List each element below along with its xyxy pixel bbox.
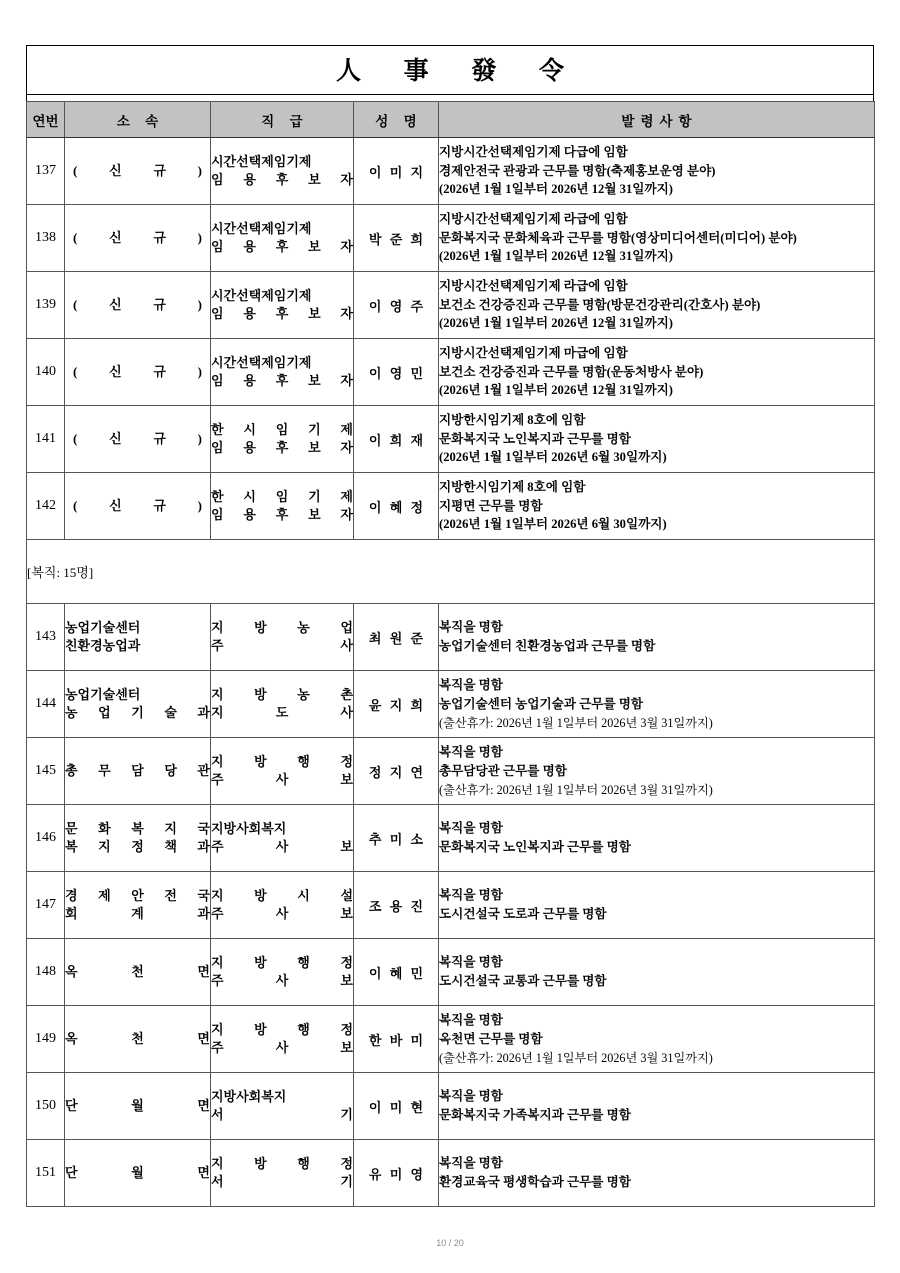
row-detail-line3: (출산휴가: 2026년 1월 1일부터 2026년 3월 31일까지): [439, 1050, 713, 1065]
row-org-line2: 농 업 기 술 과: [65, 705, 210, 720]
row-detail: [439, 272, 875, 339]
row-detail-line3: (2026년 1월 1일부터 2026년 6월 30일까지): [439, 450, 667, 465]
row-org-line1: 총 무 담 당 관: [65, 763, 210, 779]
row-org: [65, 1073, 211, 1140]
row-no: 146: [27, 805, 65, 872]
row-rank-line1: 시간선택제임기제: [211, 221, 312, 237]
row-detail-line1: 복직을 명함: [439, 1156, 503, 1171]
row-rank-line1: 지방사회복지: [211, 1089, 287, 1105]
row-no: 142: [27, 473, 65, 540]
row-detail-line1: 복직을 명함: [439, 888, 503, 903]
row-name: 한 바 미: [354, 1006, 439, 1073]
row-org: [65, 272, 211, 339]
row-detail-line3: (2026년 1월 1일부터 2026년 12월 31일까지): [439, 316, 673, 331]
row-detail-line1: 복직을 명함: [439, 678, 503, 693]
row-org: [65, 671, 211, 738]
row-detail-line1: 복직을 명함: [439, 821, 503, 836]
row-name: 이 희 재: [354, 406, 439, 473]
row-detail-line2: 지평면 근무를 명함: [439, 498, 543, 513]
row-rank: [211, 138, 354, 205]
row-org-line2: 복 지 정 책 과: [65, 839, 210, 854]
row-rank-line2: 임 용 후 보 자: [211, 172, 353, 187]
row-detail-line2: 보건소 건강증진과 근무를 명함(운동처방사 분야): [439, 364, 704, 379]
row-detail-line1: 지방시간선택제임기제 다급에 임함: [439, 145, 628, 160]
table-row: [27, 671, 875, 738]
row-rank-line2: 임 용 후 보 자: [211, 440, 353, 455]
row-detail-line2: 옥천면 근무를 명함: [439, 1031, 543, 1046]
table-row: [27, 872, 875, 939]
column-header-rank: 직 급: [211, 102, 354, 138]
row-rank-line1: 지 방 행 정: [211, 1022, 353, 1038]
row-name: 이 미 지: [354, 138, 439, 205]
row-org: [65, 473, 211, 540]
table-row: [27, 738, 875, 805]
row-org: [65, 406, 211, 473]
row-no: 151: [27, 1140, 65, 1207]
row-rank: [211, 805, 354, 872]
row-detail-line1: 복직을 명함: [439, 1089, 503, 1104]
row-detail-line2: 농업기술센터 친환경농업과 근무를 명함: [439, 639, 656, 653]
row-org: [65, 339, 211, 406]
row-rank-line2: 임 용 후 보 자: [211, 239, 353, 254]
row-org: [65, 205, 211, 272]
row-detail: [439, 339, 875, 406]
row-no: 145: [27, 738, 65, 805]
row-rank: [211, 738, 354, 805]
row-org: [65, 1140, 211, 1207]
row-no: 150: [27, 1073, 65, 1140]
row-rank-line1: 지 방 농 촌: [211, 687, 353, 703]
row-detail-line1: 복직을 명함: [439, 620, 503, 635]
row-rank: [211, 406, 354, 473]
row-detail-line2: 문화복지국 문화체육과 근무를 명함(영상미디어센터(미디어) 분야): [439, 230, 797, 245]
row-rank-line2: 주 사 보: [211, 906, 353, 921]
row-rank-line1: 시간선택제임기제: [211, 355, 312, 371]
row-org: [65, 872, 211, 939]
row-org-line2: 회 계 과: [65, 906, 210, 921]
row-no: 143: [27, 604, 65, 671]
row-no: 148: [27, 939, 65, 1006]
row-detail: [439, 939, 875, 1006]
row-no: 149: [27, 1006, 65, 1073]
row-rank: [211, 272, 354, 339]
row-rank: [211, 604, 354, 671]
row-detail: [439, 671, 875, 738]
row-detail-line1: 지방한시임기제 8호에 임함: [439, 480, 586, 495]
row-name: 조 용 진: [354, 872, 439, 939]
row-detail-line1: 복직을 명함: [439, 955, 503, 970]
row-rank-line1: 지 방 행 정: [211, 955, 353, 971]
page-title: 人 事 發 令: [335, 55, 582, 85]
row-org: [65, 604, 211, 671]
table-row: [27, 1140, 875, 1207]
row-detail-line2: 농업기술센터 농업기술과 근무를 명함: [439, 696, 644, 711]
row-rank: [211, 339, 354, 406]
row-no: 141: [27, 406, 65, 473]
row-org-line1: 농업기술센터: [65, 620, 141, 636]
column-header-detail: 발령사항: [439, 102, 875, 138]
row-rank-line2: 주 사 보: [211, 1040, 353, 1055]
row-detail-line1: 복직을 명함: [439, 745, 503, 760]
row-org-line2: 친환경농업과: [65, 638, 141, 653]
row-name: 박 준 희: [354, 205, 439, 272]
row-org: [65, 738, 211, 805]
row-org-line1: 옥 천 면: [65, 1031, 210, 1047]
row-rank-line2: 임 용 후 보 자: [211, 507, 353, 522]
row-org-line1: 문 화 복 지 국: [65, 821, 210, 837]
row-rank-line2: 서 기: [211, 1107, 353, 1122]
row-detail-line3: (2026년 1월 1일부터 2026년 12월 31일까지): [439, 249, 673, 264]
row-rank: [211, 473, 354, 540]
table-header-row: [27, 102, 875, 138]
table-row: [27, 339, 875, 406]
row-rank: [211, 1006, 354, 1073]
table-row: [27, 272, 875, 339]
row-name: 이 혜 정: [354, 473, 439, 540]
row-rank-line1: 지 방 농 업: [211, 620, 353, 636]
section-label: [복직: 15명]: [27, 540, 875, 604]
table-row: [27, 805, 875, 872]
row-rank: [211, 205, 354, 272]
personnel-order-table: [26, 101, 875, 1207]
row-detail-line3: (출산휴가: 2026년 1월 1일부터 2026년 3월 31일까지): [439, 715, 713, 730]
row-org-line1: ( 신 규 ): [73, 364, 210, 380]
row-detail: [439, 473, 875, 540]
table-row: [27, 1073, 875, 1140]
row-detail: [439, 406, 875, 473]
row-name: 이 영 주: [354, 272, 439, 339]
table-row: [27, 205, 875, 272]
row-detail-line2: 문화복지국 노인복지과 근무를 명함: [439, 840, 631, 854]
row-detail: [439, 738, 875, 805]
row-name: 유 미 영: [354, 1140, 439, 1207]
column-header-org: 소 속: [65, 102, 211, 138]
row-org-line1: ( 신 규 ): [73, 163, 210, 179]
row-name: 이 미 현: [354, 1073, 439, 1140]
row-rank: [211, 671, 354, 738]
row-detail-line2: 도시건설국 도로과 근무를 명함: [439, 907, 607, 921]
row-rank-line2: 임 용 후 보 자: [211, 373, 353, 388]
row-detail-line2: 문화복지국 가족복지과 근무를 명함: [439, 1108, 631, 1122]
row-detail-line3: (2026년 1월 1일부터 2026년 12월 31일까지): [439, 383, 673, 398]
row-detail: [439, 872, 875, 939]
table-row: [27, 406, 875, 473]
row-org: [65, 939, 211, 1006]
row-org-line1: ( 신 규 ): [73, 498, 210, 514]
row-name: 정 지 연: [354, 738, 439, 805]
row-detail-line3: (출산휴가: 2026년 1월 1일부터 2026년 3월 31일까지): [439, 782, 713, 797]
section-separator-row: [27, 540, 875, 604]
page-number-footer: 10 / 20: [436, 1238, 464, 1248]
row-rank-line1: 지 방 시 설: [211, 888, 353, 904]
row-detail-line1: 지방시간선택제임기제 라급에 임함: [439, 212, 628, 227]
row-detail-line2: 총무담당관 근무를 명함: [439, 763, 567, 778]
row-detail-line2: 도시건설국 교통과 근무를 명함: [439, 974, 607, 988]
row-rank: [211, 1140, 354, 1207]
row-detail: [439, 1140, 875, 1207]
row-org: [65, 138, 211, 205]
row-detail-line1: 지방시간선택제임기제 라급에 임함: [439, 279, 628, 294]
row-org-line1: 옥 천 면: [65, 964, 210, 980]
row-org-line1: 단 월 면: [65, 1098, 210, 1114]
personnel-order-document: [26, 45, 874, 1207]
row-detail-line2: 환경교육국 평생학습과 근무를 명함: [439, 1175, 631, 1189]
row-name: 이 혜 민: [354, 939, 439, 1006]
row-detail-line1: 지방시간선택제임기제 마급에 임함: [439, 346, 628, 361]
row-org-line1: 경 제 안 전 국: [65, 888, 210, 904]
row-detail-line2: 경제안전국 관광과 근무를 명함(축제홍보운영 분야): [439, 163, 716, 178]
table-body: [27, 138, 875, 1207]
row-rank-line2: 주 사 보: [211, 772, 353, 787]
row-name: 윤 지 희: [354, 671, 439, 738]
row-detail: [439, 205, 875, 272]
document-title-box: [26, 45, 874, 95]
row-detail-line1: 지방한시임기제 8호에 임함: [439, 413, 586, 428]
row-org-line1: ( 신 규 ): [73, 297, 210, 313]
row-detail: [439, 805, 875, 872]
row-rank-line2: 서 기: [211, 1174, 353, 1189]
row-detail: [439, 604, 875, 671]
row-org-line1: ( 신 규 ): [73, 230, 210, 246]
row-org-line1: ( 신 규 ): [73, 431, 210, 447]
row-rank-line2: 주 사 보: [211, 839, 353, 854]
row-rank-line1: 시간선택제임기제: [211, 288, 312, 304]
row-rank-line2: 지 도 사: [211, 705, 353, 720]
row-rank-line1: 지 방 행 정: [211, 1156, 353, 1172]
row-rank-line2: 주 사 보: [211, 973, 353, 988]
row-no: 137: [27, 138, 65, 205]
row-no: 147: [27, 872, 65, 939]
row-rank-line2: 주 사: [211, 638, 353, 653]
row-no: 139: [27, 272, 65, 339]
row-rank-line1: 한 시 임 기 제: [211, 422, 353, 438]
row-detail-line2: 문화복지국 노인복지과 근무를 명함: [439, 431, 631, 446]
table-row: [27, 604, 875, 671]
table-row: [27, 1006, 875, 1073]
row-name: 최 원 준: [354, 604, 439, 671]
row-detail-line1: 복직을 명함: [439, 1013, 503, 1028]
row-org: [65, 1006, 211, 1073]
column-header-name: 성 명: [354, 102, 439, 138]
row-rank-line2: 임 용 후 보 자: [211, 306, 353, 321]
row-detail-line3: (2026년 1월 1일부터 2026년 12월 31일까지): [439, 182, 673, 197]
row-rank-line1: 지 방 행 정: [211, 754, 353, 770]
row-org: [65, 805, 211, 872]
row-detail-line3: (2026년 1월 1일부터 2026년 6월 30일까지): [439, 517, 667, 532]
column-header-no: 연번: [27, 102, 65, 138]
row-no: 144: [27, 671, 65, 738]
row-detail-line2: 보건소 건강증진과 근무를 명함(방문건강관리(간호사) 분야): [439, 297, 761, 312]
row-no: 138: [27, 205, 65, 272]
row-detail: [439, 1006, 875, 1073]
row-rank: [211, 939, 354, 1006]
row-org-line1: 농업기술센터: [65, 687, 141, 703]
table-row: [27, 473, 875, 540]
row-name: 추 미 소: [354, 805, 439, 872]
row-rank-line1: 시간선택제임기제: [211, 154, 312, 170]
row-org-line1: 단 월 면: [65, 1165, 210, 1181]
row-detail: [439, 138, 875, 205]
row-no: 140: [27, 339, 65, 406]
row-detail: [439, 1073, 875, 1140]
table-row: [27, 939, 875, 1006]
row-name: 이 영 민: [354, 339, 439, 406]
row-rank-line1: 지방사회복지: [211, 821, 287, 837]
row-rank: [211, 1073, 354, 1140]
row-rank-line1: 한 시 임 기 제: [211, 489, 353, 505]
row-rank: [211, 872, 354, 939]
table-row: [27, 138, 875, 205]
